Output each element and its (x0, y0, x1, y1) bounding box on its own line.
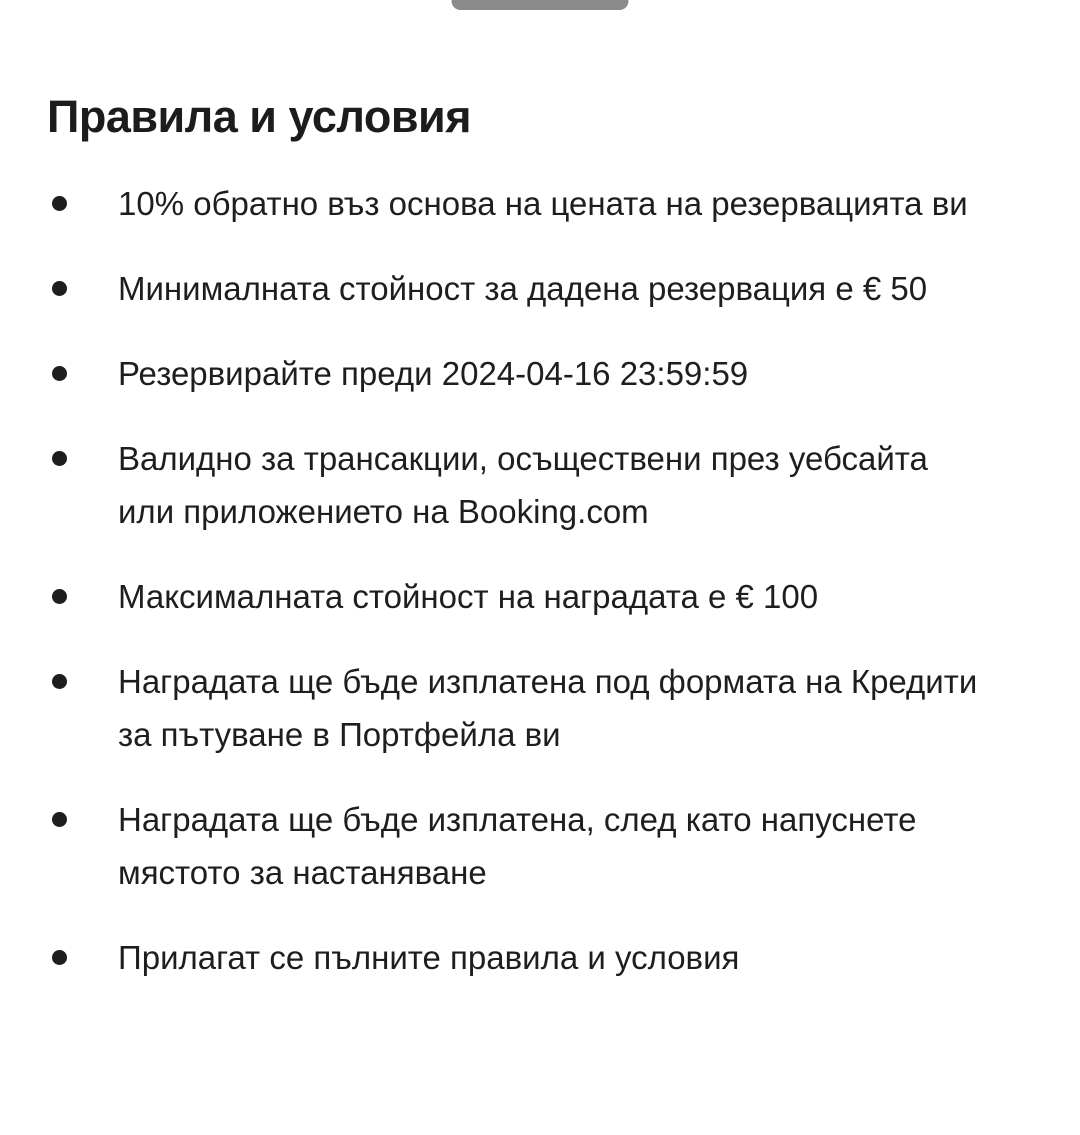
list-item (50, 570, 993, 623)
drag-handle[interactable] (452, 0, 629, 10)
terms-list (47, 177, 1033, 984)
list-item (50, 655, 993, 761)
list-item-text: Прилагат се пълните правила и условия (118, 939, 740, 976)
list-item (50, 262, 993, 315)
list-item (50, 432, 993, 538)
list-item (50, 177, 993, 230)
page-title: Правила и условия (47, 91, 471, 142)
list-item-text: Максималната стойност на наградата е € 100 (118, 578, 819, 615)
list-item-text: Минималната стойност за дадена резервация е € 50 (118, 270, 928, 307)
list-item-text: Наградата ще бъде изплатена под формата на Кредити за пътуване в Портфейла ви (118, 663, 978, 753)
bullet-icon (52, 196, 67, 211)
bullet-icon (52, 589, 67, 604)
bullet-icon (52, 366, 67, 381)
bullet-icon (52, 451, 67, 466)
list-item (50, 347, 993, 400)
bullet-icon (52, 674, 67, 689)
bullet-icon (52, 281, 67, 296)
list-item-text: 10% обратно въз основа на цената на резервацията ви (118, 185, 968, 222)
list-item-text: Резервирайте преди 2024-04-16 23:59:59 (118, 355, 749, 392)
list-item (50, 931, 993, 984)
bullet-icon (52, 950, 67, 965)
bullet-icon (52, 812, 67, 827)
list-item-text: Валидно за трансакции, осъществени през уебсайта или приложението на Booking.com (118, 440, 928, 530)
list-item-text: Наградата ще бъде изплатена, след като напуснете мястото за настаняване (118, 801, 917, 891)
list-item (50, 793, 993, 899)
